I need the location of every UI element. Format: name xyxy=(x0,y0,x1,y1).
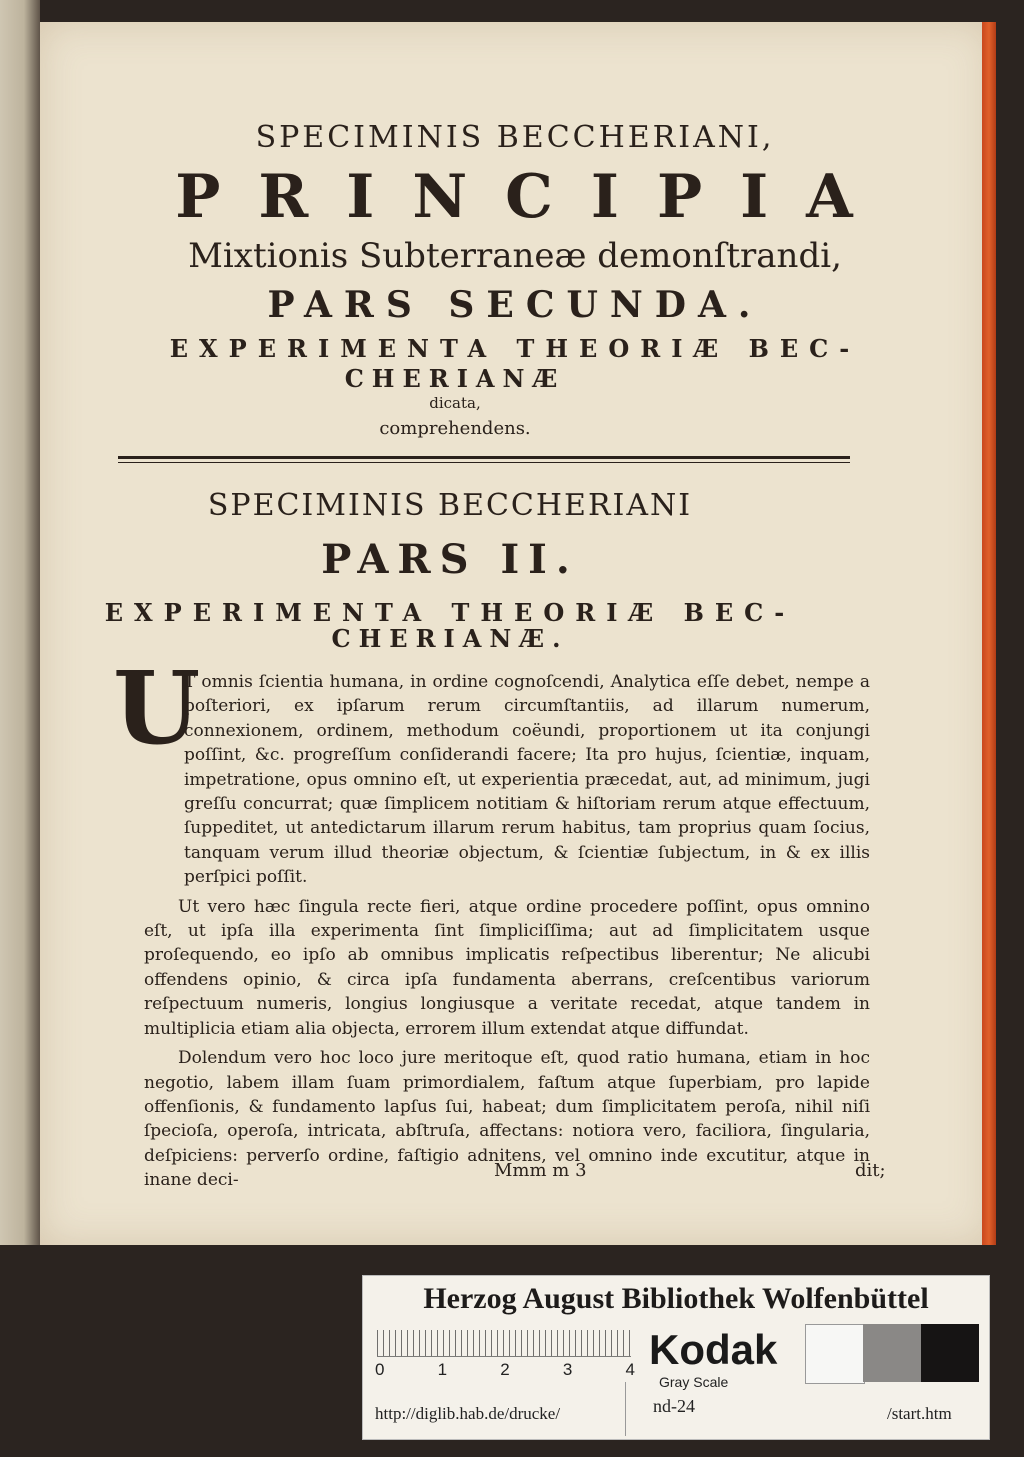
header-line-6: CHERIANÆ xyxy=(344,364,566,393)
header-line-5: EXPERIMENTA THEORIÆ BEC- xyxy=(169,334,861,363)
header-pars-secunda: PARS SECUNDA. xyxy=(267,284,763,326)
gray-patch-black xyxy=(921,1324,979,1382)
section-pars-ii: PARS II. xyxy=(321,536,579,583)
catchword: dit; xyxy=(855,1160,886,1181)
gray-patch-mid xyxy=(863,1324,921,1382)
kodak-logo: Kodak xyxy=(649,1326,778,1373)
signature-mark: Mmm m 3 xyxy=(494,1160,587,1181)
gray-patch-white xyxy=(805,1324,865,1384)
ruler-number: 3 xyxy=(562,1360,573,1379)
double-rule xyxy=(118,456,850,463)
ruler-scale xyxy=(377,1330,631,1357)
drop-cap: U xyxy=(113,649,201,767)
header-line-8: comprehendens. xyxy=(379,418,531,439)
header-line-1: SPECIMINIS BECCHERIANI, xyxy=(255,120,775,155)
library-color-strip xyxy=(362,1275,990,1440)
header-principia: PRINCIPIA xyxy=(175,162,891,232)
body-text xyxy=(144,670,870,1193)
ruler-number: 1 xyxy=(437,1360,448,1379)
section-line-1: SPECIMINIS BECCHERIANI xyxy=(207,488,693,523)
url-right: /start.htm xyxy=(887,1404,952,1423)
ruler-number: 2 xyxy=(500,1360,510,1379)
ruler-numbers xyxy=(375,1360,635,1380)
gray-scale-label: Gray Scale xyxy=(659,1374,729,1390)
header-line-7: dicata, xyxy=(429,394,481,412)
paragraph-2: Ut vero hæc ſingula recte fieri, atque ordine procedere poſſint, opus omnino eſt, ut ipſa illa experimenta ſint ſimpliciſſima; aut ad ſimplicitatem usque proſequendo, eo ipſo ab omnibus implicatis reſpectibus liberentur; Ne alicubi offendens opinio, & circa ipſa fundamenta aberrans, creſcentibus variorum reſpectuum numeris, longius longiusque a veritate recedat, atque tandem in multiplicia etiam alia objecta, errorem illum extendat atque diffundat. xyxy=(144,896,870,1039)
library-title: Herzog August Bibliothek Wolfenbüttel xyxy=(423,1282,929,1315)
section-line-3: EXPERIMENTA THEORIÆ BEC- xyxy=(104,598,796,627)
book-page xyxy=(40,22,990,1245)
divider xyxy=(625,1382,626,1436)
url-mid: nd-24 xyxy=(653,1396,695,1416)
paragraph-3: Dolendum vero hoc loco jure meritoque eſt, quod ratio humana, etiam in hoc negotio, labem illam ſuam primordialem, faſtum atque ſuperbiam, pro lapide offenſionis, & fundamento lapſus ſui, habeat; dum ſimplicitatem peroſa, nihil niſi ſpecioſa, operoſa, intricata, abſtruſa, affectans: notiora vero, faciliora, ſingularia, deſpiciens: perverſo ordine, faſtigio adnitens, vel omnino inde excutitur, atque in inane deci- xyxy=(144,1048,870,1191)
ruler-number: 0 xyxy=(375,1360,385,1379)
url-left: http://diglib.hab.de/drucke/ xyxy=(375,1404,561,1423)
header-line-3: Mixtionis Subterraneæ demonſtrandi, xyxy=(188,236,842,276)
ruler-number: 4 xyxy=(625,1360,635,1379)
red-page-edge xyxy=(982,22,996,1245)
paragraph-1: T omnis ſcientia humana, in ordine cognoſcendi, Analytica eſſe debet, nempe a poſteriori, ex ipſarum rerum circumſtantiis, ad illarum numerum, connexionem, ordinem, methodum coëundi, proportionem ut ita conjungi poſſint, &c. progreſſum conſiderandi facere; Ita pro hujus, ſcientiæ, inquam, impetratione, opus omnino eſt, ut experientia præcedat, aut, ad minimum, jugi greſſu concurrat; quæ ſimplicem notitiam & hiſtoriam rerum atque effectuum, ſuppeditet, ut antedictarum illarum rerum habitus, tam proprius quam ſocius, tanquam verum illud theoriæ objectum, & ſcientiæ ſubjectum, in & ex illis perſpici poſſit. xyxy=(184,672,870,888)
section-line-4: CHERIANÆ. xyxy=(331,624,569,653)
